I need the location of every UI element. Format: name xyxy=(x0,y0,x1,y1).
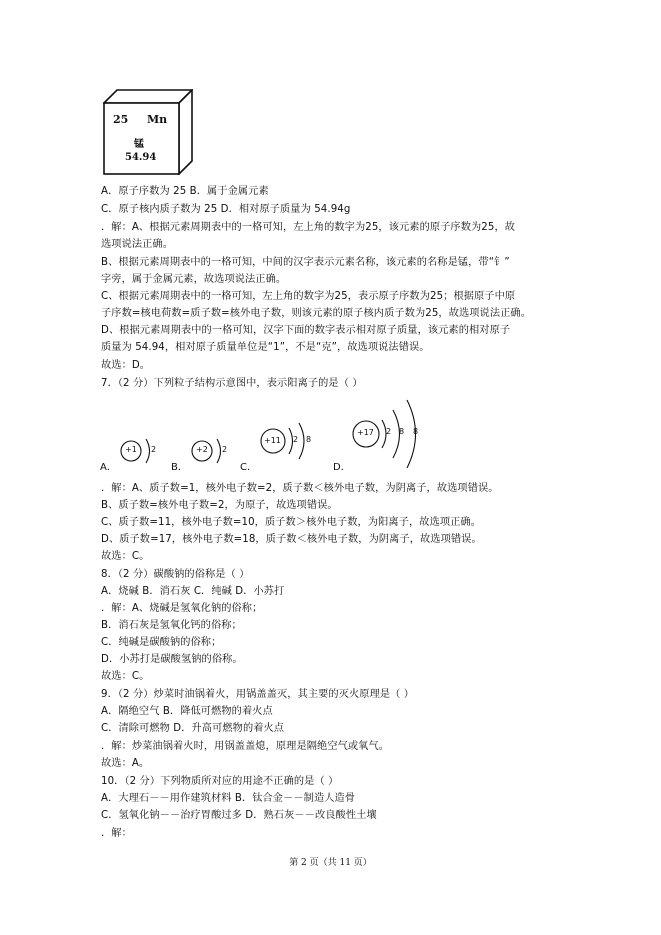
nucleus-charge-A: +1 xyxy=(125,445,137,454)
nucleus-charge-C: +11 xyxy=(264,436,281,445)
q7-answer-line: C、质子数=11，核外电子数=10，质子数＞核外电子数，为阳离子，故选项正确。 xyxy=(101,517,482,528)
q10-answer-line: ．解： xyxy=(101,828,132,839)
electron-shell-arc xyxy=(299,423,304,459)
page-footer: 第 2 页（共 11 页） xyxy=(289,858,372,868)
electron-shell-arc xyxy=(146,439,150,463)
q6-answer-line: B、根据元素周期表中的一格可知，中间的汉字表示元素名称，该元素的名称是锰，带“钅” xyxy=(101,257,510,268)
q6-answer-line: 质量为 54.94，相对原子质量单位是“1”，不是“克”，故选项说法错误。 xyxy=(101,342,430,353)
shell-count-B-1: 2 xyxy=(222,445,228,454)
q10-stem: 10．（2 分）下列物质所对应的用途不正确的是（ ） xyxy=(101,776,339,787)
q7-answer-line: ．解：A、质子数=1，核外电子数=2，质子数＜核外电子数，为阴离子，故选项错误。 xyxy=(101,483,499,494)
q6-options-cd: C．原子核内质子数为 25 D．相对原子质量为 54.94g xyxy=(101,204,351,215)
option-B-label: B． xyxy=(171,462,188,473)
electron-shell-arc xyxy=(217,439,221,463)
q6-answer-line: D、根据元素周期表中的一格可知，汉字下面的数字表示相对原子质量，该元素的相对原子 xyxy=(101,325,511,336)
q8-choice: 故选：C。 xyxy=(101,671,150,682)
option-C-label: C． xyxy=(240,462,257,473)
q10-options-cd: C．氢氧化钠－－治疗胃酸过多 D．熟石灰－－改良酸性土壤 xyxy=(101,810,377,821)
shell-count-D-3: 8 xyxy=(413,427,419,436)
q10-options-ab: A．大理石－－用作建筑材料 B．钛合金－－制造人造骨 xyxy=(101,793,356,804)
q9-choice: 故选：A。 xyxy=(101,758,150,769)
shell-count-D-1: 2 xyxy=(386,427,392,436)
q6-options-ab: A．原子序数为 25 B．属于金属元素 xyxy=(101,186,269,197)
q6-answer-line: ．解：A、根据元素周期表中的一格可知，左上角的数字为25，该元素的原子序数为25，故 xyxy=(101,222,516,233)
q8-options: A．烧碱 B．消石灰 C．纯碱 D．小苏打 xyxy=(101,586,285,597)
q7-choice: 故选：C。 xyxy=(101,551,150,562)
element-symbol: Mn xyxy=(147,113,168,126)
q6-answer-line: C、根据元素周期表中的一格可知，左上角的数字为25，表示原子序数为25；根据原子中原 xyxy=(101,291,516,302)
q9-answer-line: ．解：炒菜油锅着火时，用锅盖盖熄，原理是隔绝空气或氧气。 xyxy=(101,741,390,752)
q8-answer-line: B．消石灰是氢氧化钙的俗称； xyxy=(101,620,242,631)
q6-choice: 故选：D。 xyxy=(101,360,151,371)
q8-stem: 8．（2 分）碳酸钠的俗称是（ ） xyxy=(101,569,250,580)
q6-answer-line: 子序数=核电荷数=质子数=核外电子数，则该元素的原子核内质子数为25，故选项说法正确。 xyxy=(101,308,531,319)
element-card xyxy=(103,89,193,175)
q6-answer-line: 选项说法正确。 xyxy=(101,239,174,250)
element-name: 锰 xyxy=(134,139,144,150)
option-A-label: A． xyxy=(100,462,117,473)
shell-count-D-2: 8 xyxy=(399,427,405,436)
electron-shell-arc xyxy=(289,428,293,454)
q8-answer-line: C．纯碱是碳酸钠的俗称； xyxy=(101,637,222,648)
nucleus-charge-D: +17 xyxy=(357,428,374,437)
shell-count-C-1: 2 xyxy=(293,435,299,444)
q7-answer-line: D、质子数=17，核外电子数=18，质子数＜核外电子数，为阴离子，故选项错误。 xyxy=(101,534,482,545)
q9-options-cd: C．清除可燃物 D．升高可燃物的着火点 xyxy=(101,723,285,734)
q6-answer-line: 字旁，属于金属元素，故选项说法正确。 xyxy=(101,274,287,285)
q9-options-ab: A．隔绝空气 B．降低可燃物的着火点 xyxy=(101,706,273,717)
q8-answer-line: ．解：A、烧碱是氢氧化钠的俗称； xyxy=(101,603,263,614)
q7-answer-line: B、质子数=核外电子数=2，为原子，故选项错误。 xyxy=(101,500,338,511)
atomic-mass: 54.94 xyxy=(125,152,157,163)
atomic-number: 25 xyxy=(113,113,129,126)
shell-count-C-2: 8 xyxy=(306,435,312,444)
shell-count-A-1: 2 xyxy=(151,445,157,454)
nucleus-charge-B: +2 xyxy=(196,445,208,454)
atom-structure-diagrams xyxy=(100,396,430,476)
option-D-label: D． xyxy=(333,462,351,473)
q7-stem: 7．（2 分）下列粒子结构示意图中，表示阳离子的是（ ） xyxy=(101,378,363,389)
q9-stem: 9．（2 分）炒菜时油锅着火，用锅盖盖灭，其主要的灭火原理是（ ） xyxy=(101,689,415,700)
q8-answer-line: D．小苏打是碳酸氢钠的俗称。 xyxy=(101,654,243,665)
